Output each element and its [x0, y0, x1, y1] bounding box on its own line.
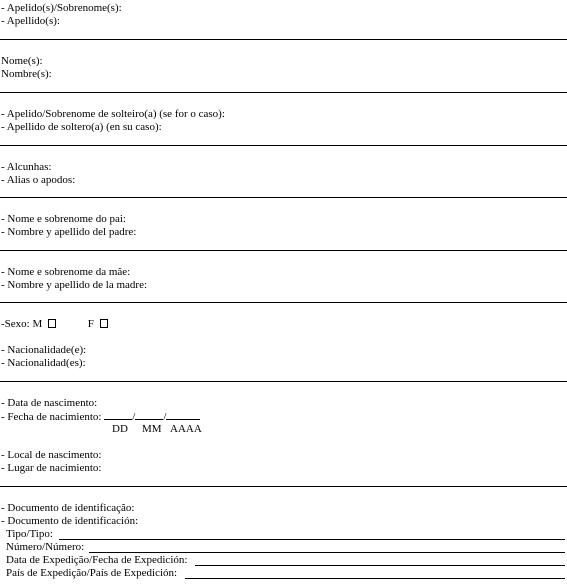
father-es-label: - Nombre y apellido del padre: [1, 226, 137, 238]
birthdate-day-blank[interactable] [104, 410, 132, 420]
firstname-pt-label: Nome(s): [1, 55, 43, 67]
firstname-es-label: Nombre(s): [1, 68, 52, 80]
iddoc-es-label: - Documento de identificación: [1, 515, 139, 527]
nationality-es-label: - Nacionalidad(es): [1, 357, 86, 369]
birthdate-es-row [1, 410, 200, 424]
firstname-rule [0, 92, 567, 93]
surname-es-label: - Apellido(s): [1, 15, 60, 27]
mother-pt-label: - Nome e sobrenome da mãe: [1, 266, 131, 278]
surname-pt-label: - Apelido(s)/Sobrenome(s): [1, 2, 122, 14]
iddoc-issue-country-label: País de Expedição/País de Expedición: [6, 567, 178, 579]
date-format-yyyy: AAAA [170, 423, 202, 435]
alias-rule [0, 197, 567, 198]
maiden-es-label: - Apellido de soltero(a) (en su caso): [1, 121, 162, 133]
sex-female-label: F [87, 318, 94, 330]
birthplace-es-label: - Lugar de nacimiento: [1, 462, 102, 474]
birthplace-pt-label: - Local de nascimento: [1, 449, 102, 461]
birthdate-es-label: - Fecha de nacimiento: [1, 411, 102, 423]
iddoc-type-label: Tipo/Tipo: [6, 528, 53, 540]
maiden-pt-label: - Apelido/Sobrenome de solteiro(a) (se for o caso): [1, 108, 225, 120]
date-separator: / [132, 411, 136, 423]
nationality-pt-label: - Nacionalidade(e): [1, 344, 87, 356]
sex-male-label: M [32, 318, 43, 330]
date-format-dd: DD [112, 423, 128, 435]
surname-rule [0, 39, 567, 40]
sex-male-checkbox[interactable] [48, 319, 56, 328]
iddoc-number-label: Número/Número: [6, 541, 85, 553]
alias-es-label: - Alias o apodos: [1, 174, 76, 186]
sex-label: -Sexo: [1, 318, 30, 330]
sex-row [1, 318, 108, 331]
alias-pt-label: - Alcunhas: [1, 161, 52, 173]
birthdate-month-blank[interactable] [135, 410, 163, 420]
iddoc-issue-date-label: Data de Expedição/Fecha de Expedición: [6, 554, 188, 566]
maiden-rule [0, 145, 567, 146]
birthdate-pt-label: - Data de nascimento: [1, 397, 98, 409]
iddoc-number-blank[interactable] [89, 552, 565, 553]
iddoc-type-blank[interactable] [59, 539, 565, 540]
birthdate-year-blank[interactable] [166, 410, 200, 420]
father-pt-label: - Nome e sobrenome do pai: [1, 213, 126, 225]
mother-rule [0, 302, 567, 303]
father-rule [0, 250, 567, 251]
mother-es-label: - Nombre y apellido de la madre: [1, 279, 148, 291]
birthplace-rule [0, 486, 567, 487]
iddoc-issue-country-blank[interactable] [185, 578, 565, 579]
sex-female-checkbox[interactable] [100, 319, 108, 328]
date-format-mm: MM [142, 423, 162, 435]
iddoc-pt-label: - Documento de identificação: [1, 502, 135, 514]
nationality-rule [0, 381, 567, 382]
iddoc-issue-date-blank[interactable] [195, 565, 565, 566]
date-separator: / [163, 411, 167, 423]
